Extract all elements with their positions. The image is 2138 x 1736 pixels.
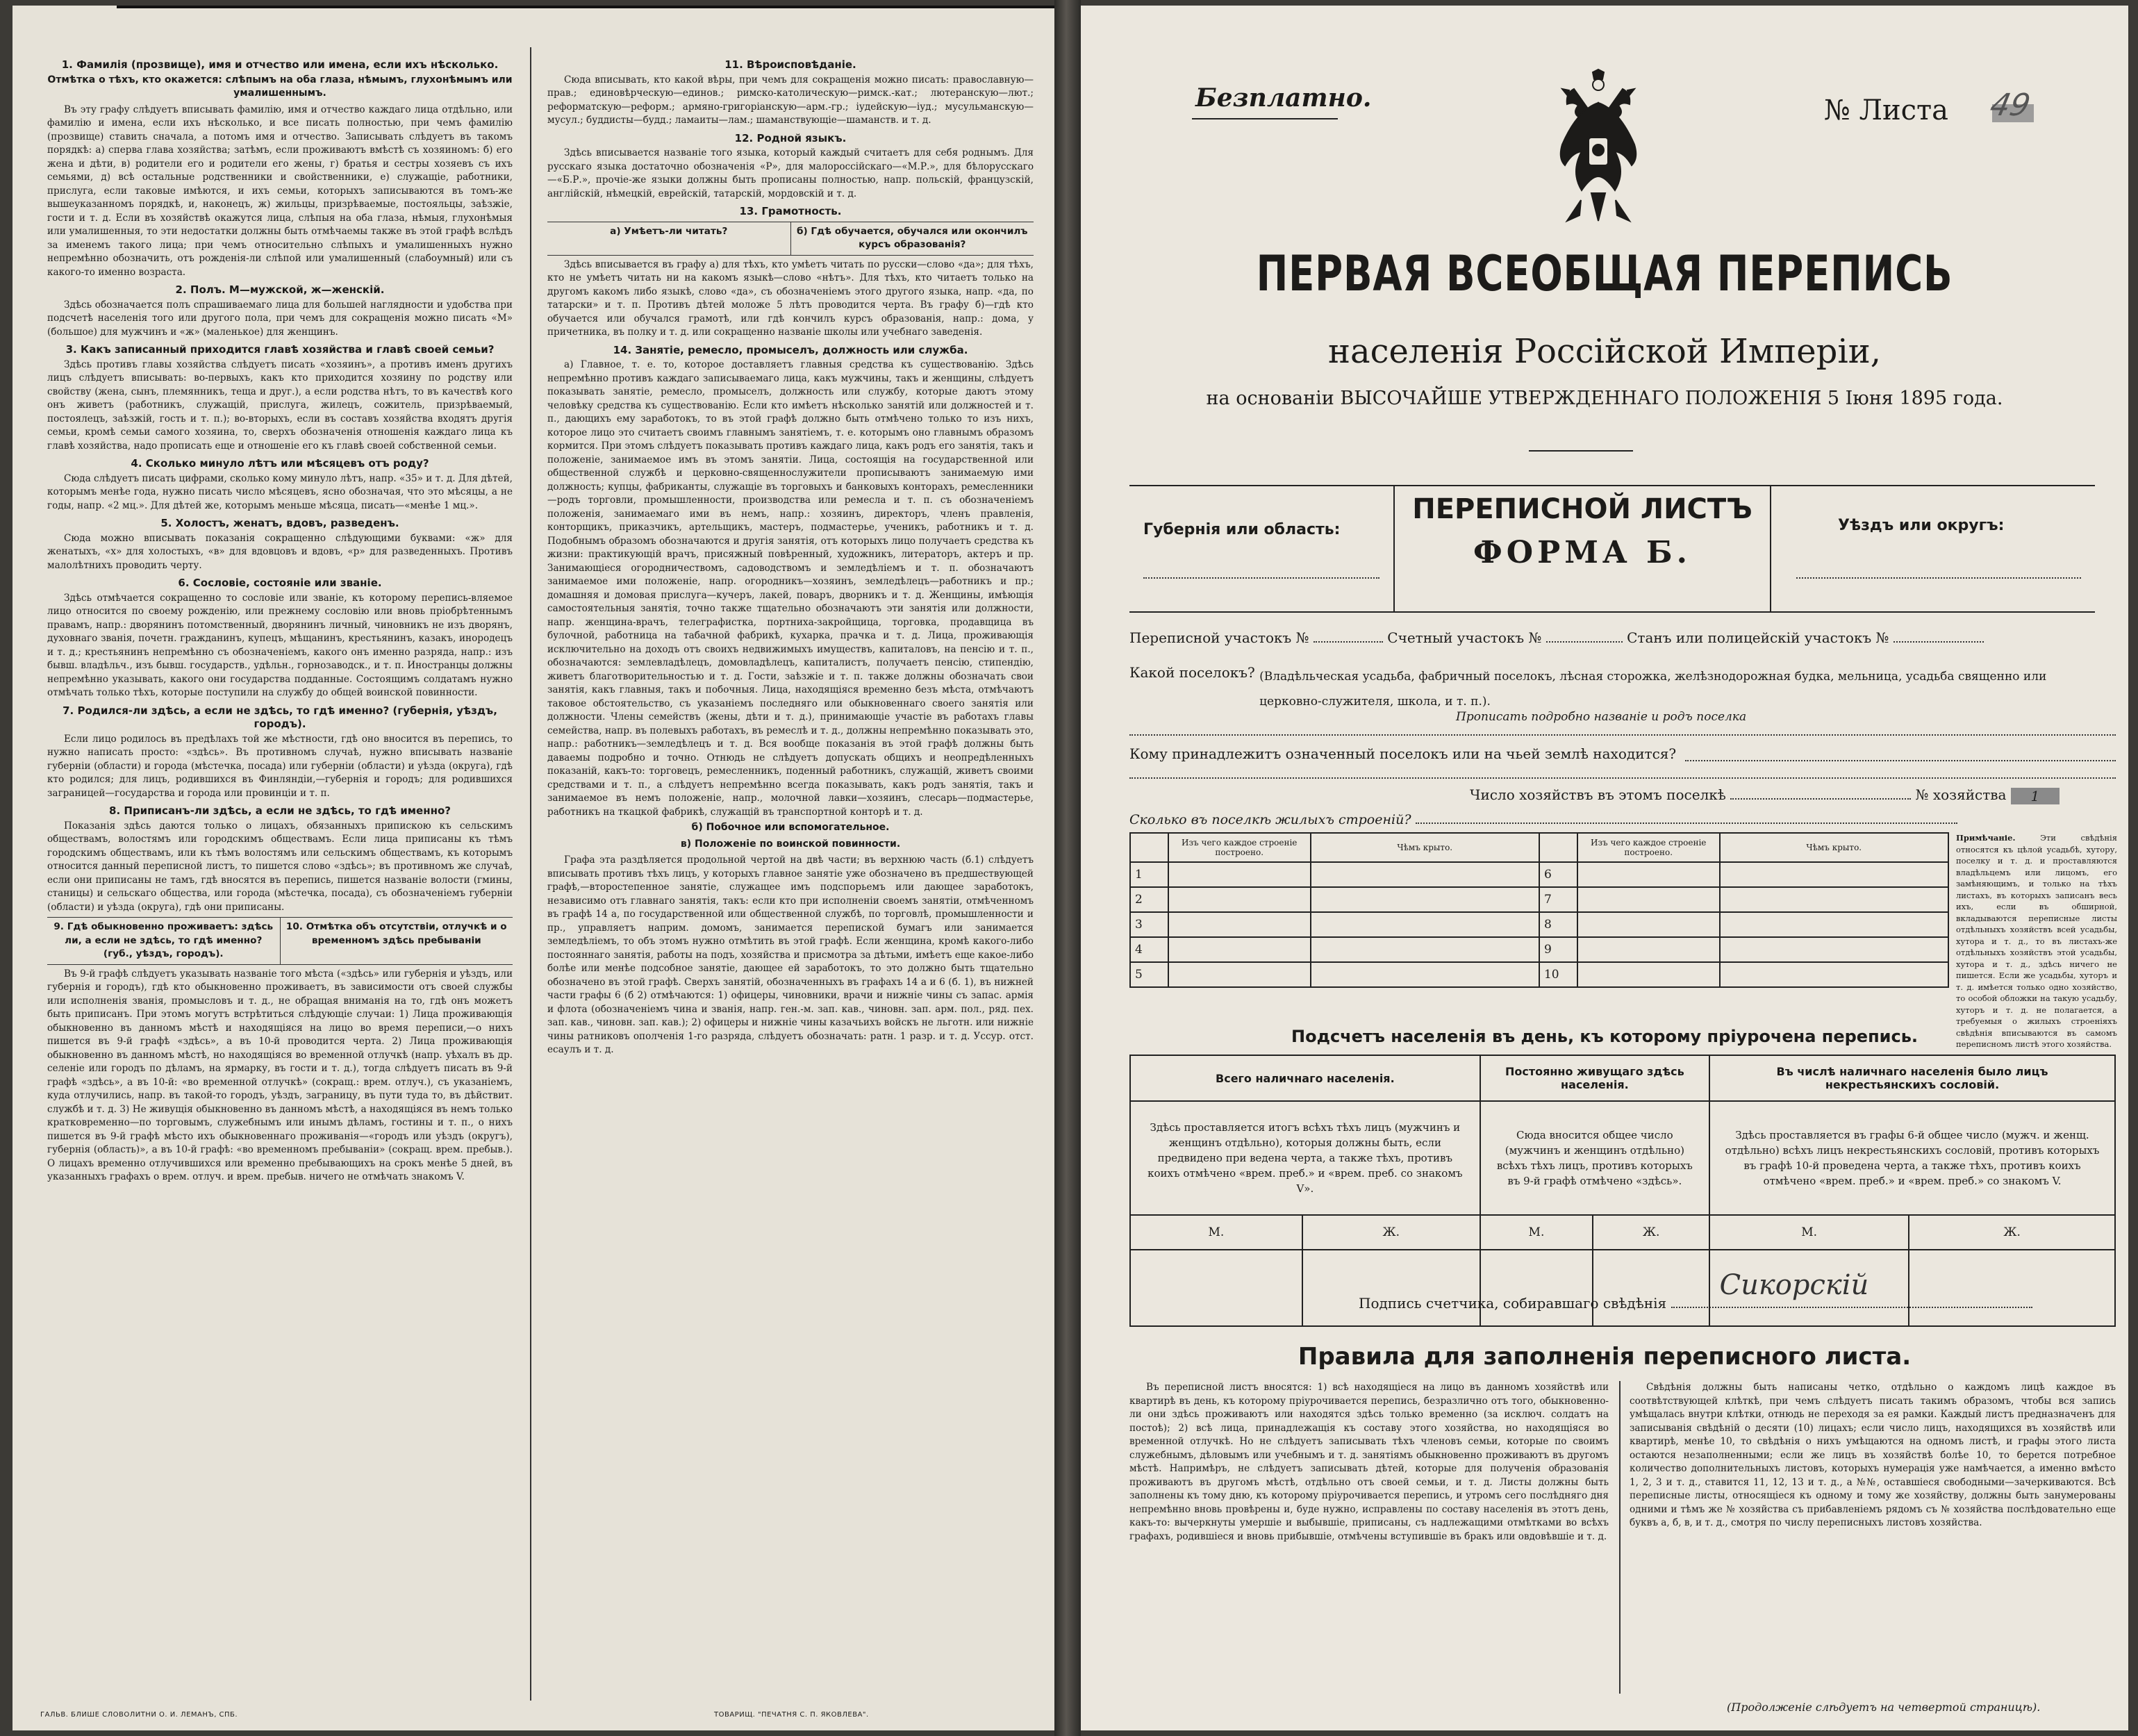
buildings-row [1129, 810, 1957, 827]
signature-label: Подпись счетчика, собиравшаго свѣдѣнія [1359, 1295, 1667, 1312]
population-col-desc: Здѣсь проставляется въ графы 6-й общее число (мужч. и женщ. отдѣльно) всѣхъ лицъ некрестьянскихъ сословій, противъ которыхъ въ графѣ 10-й проведена черта, а также тѣхъ, противъ коихъ отмѣчено «врем. преб.» и «врем. преб.» со знакомъ V. [1709, 1101, 2115, 1215]
population-col-header: Въ числѣ наличнаго населенія было лицъ некрестьянскихъ сословій. [1709, 1055, 2115, 1101]
section-subtitle: Отмѣтка о тѣхъ, кто окажется: слѣпымъ на оба глаза, нѣмымъ, глухонѣмымъ или умалишеннымъ. [47, 74, 513, 99]
female-count-cell[interactable] [1593, 1250, 1709, 1326]
section-title: 5. Холостъ, женатъ, вдовъ, разведенъ. [160, 517, 399, 529]
section-10-title: 10. Отмѣтка объ отсутствіи, отлучкѣ и о временномъ здѣсь пребываніи [285, 921, 507, 946]
female-label: Ж. [1909, 1215, 2115, 1250]
rules-title: Правила для заполненія переписного листа. [1298, 1343, 1912, 1371]
stan-label: Станъ или полицейскій участокъ № [1627, 629, 1889, 646]
note-label: Примѣчаніе. [1956, 833, 2016, 843]
row-number: 2 [1130, 887, 1168, 912]
households-count-label: Число хозяйствъ въ этомъ поселкѣ [1470, 786, 1726, 803]
section-14-text: а) Главное, т. е. то, которое доставляетъ главныя средства къ существованію. Здѣсь непремѣнно противъ каждаго записываемаго лица, какъ мужчины, такъ и женщины, слѣдуетъ показывать занятіе, ремесло, промыселъ, должность или службу, которые даютъ этому человѣку средства къ существованію. Если кто имѣетъ нѣсколько занятій или должностей и т. п., дающихъ ему заработокъ, то въ этой графѣ должно быть отмѣчено только то изъ нихъ, которое лицо это считаетъ своимъ главнымъ занятіемъ, т. е. которымъ оно главнымъ образомъ кормится. При этомъ слѣдуетъ показывать противъ каждаго лица, какъ родъ его занятія, такъ и положеніе, занимаемое имъ въ этомъ занятіи. Лица, состоящія на государственной или общественной службѣ и церковно-священнослужители прописываютъ занимаемую ими должность; купцы, фабриканты, служащіе въ торговыхъ и банковыхъ конторахъ, ремесленники—родъ торговли, промышленности, производства или ремесла и т. п. съ обозначеніемъ положенія, занимаемаго ими въ немъ, напр.: хозяинъ, директоръ, членъ правленія, конторщикъ, приказчикъ, артельщикъ, мастеръ, подмастерье, ученикъ, работникъ и т. д. Подобнымъ образомъ обозначаются и другія занятія, отъ которыхъ лицо получаетъ средства къ жизни: практикующій врачъ, присяжный повѣренный, художникъ, литераторъ, актеръ и пр. Занимающіеся огородничествомъ, садоводствомъ и земледѣліемъ и т. п. обозначаютъ занимаемое ими положеніе, напр. огородникъ—хозяинъ, земледѣлецъ—работникъ и пр.; домашняя и домовая прислуга—кучеръ, лакей, поваръ, дворникъ и т. д. Женщины, имѣющія самостоятельныя занятія, точно также тщательно обозначаютъ эти занятія или должности, напр. женщина-врачъ, телеграфистка, портниха-закройщица, торговка, продавщица въ булочной, работница на табачной фабрикѣ, кухарка, прачка и т. д. Лица, проживающія исключительно на доходъ отъ своихъ недвижимыхъ имуществъ, капиталовъ, на пенсію и т. п., обозначаются: землевладѣлецъ, домовладѣлецъ, капиталистъ, получаетъ пенсію, стипендію, живетъ благотворительностью и т. д. Гости, заѣзжіе и т. п. также должны обозначать свои занятія, какъ главныя, такъ и побочныя. Лица, находящіяся временно безъ мѣста, отмѣчаютъ таковое обстоятельство, съ указаніемъ последняго или обыкновеннаго своего занятія или должности. Члены семействъ (жены, дѣти и т. д.), принимающіе участіе въ работахъ главы семейства, напр. въ полевыхъ работахъ, въ ремеслѣ и т. д., должны непремѣнно показывать это, напр.: работникъ—земледѣлецъ и т. д. Вся вообще показанія въ этой графѣ должны быть даваемы подробно и точно. Отнюдь не слѣдуетъ допускать общихъ и неопредѣленныхъ показаній, какъ-то: торговецъ, ремесленникъ, поденный работникъ, служащій, живетъ своими средствами и т. п., а слѣдуетъ непремѣнно всегда показывать, какъ родъ занятія, такъ и занимаемое въ немъ положеніе, напр., молочной лавки—хозяинъ, слесарь—подмастерье, работникъ на ткацкой фабрикѣ, служащій въ транспортной конторѣ и т. д. [547, 359, 1034, 818]
row-number: 1 [1130, 862, 1168, 887]
buildings-field[interactable] [1416, 810, 1957, 824]
buildings-row [1130, 937, 1948, 962]
form-header-box [1129, 485, 2095, 613]
female-label: Ж. [1593, 1215, 1709, 1250]
page-subtitle: населенія Россійской Имперіи, [1328, 332, 1881, 371]
roof-cell[interactable] [1720, 937, 1948, 962]
literacy-heading [547, 222, 1034, 256]
census-form-page [1081, 6, 2128, 1730]
settlement-hint2-row [1456, 707, 1746, 724]
buildings-row [1130, 962, 1948, 987]
district-field[interactable] [1796, 577, 2081, 579]
female-count-cell[interactable] [1302, 1250, 1480, 1326]
section-text: Здѣсь отмѣчается сокращенно то сословіе или званіе, къ которому перепись-вляемое лицо относится по своему рожденію, или прежнему сословію или вновь пріобрѣтеннымъ правамъ, напр.: дворянинъ потомственный, дворянинъ личный, чиновникъ не изъ дворянъ, духовнаго званія, почетн. гражданинъ, купецъ, мѣщанинъ, крестьянинъ, казакъ, инородецъ и т. д.; крестьянинъ непремѣнно съ обозначеніемъ, какого онъ именно разряда, напр.: изъ бывш. владѣльч., изъ бывш. государств., удѣльн., горнозаводск., и т. п. Иностранцы должны непремѣнно указывать, какого они государства подданные. Состоящимъ солдатамъ нужно отмѣчать только тѣхъ, которые поступили на службу до общей воинской повинности. [47, 592, 513, 698]
male-count-cell[interactable] [1130, 1250, 1302, 1326]
printer-imprint-mid: ТОВАРИЩ. "ПЕЧАТНЯ С. П. ЯКОВЛЕВА". [714, 1711, 869, 1719]
buildings-table [1129, 832, 1949, 988]
free-label-underline [1192, 118, 1338, 119]
material-cell[interactable] [1168, 937, 1311, 962]
section-text: Сюда вписывать, кто какой вѣры, при чемъ для сокращенія можно писать: православную—прав.; единовѣрческую—единов.; римско-католическую—римск.-кат.; лютеранскую—лют.; реформатскую—реформ.; армяно-григоріанскую—арм.-гр.; іудейскую—іуд.; мусульманскую—мусул.; буддисты—будд.; ламаиты—лам.; шаманствующіе—шаманств. и т. д. [547, 74, 1034, 126]
province-field[interactable] [1143, 577, 1379, 579]
section-title: 2. Полъ. М—мужской, ж—женскій. [175, 283, 385, 296]
material-cell[interactable] [1577, 912, 1720, 937]
district-label: Уѣздъ или округъ: [1838, 517, 2005, 534]
section-9-title: 9. Гдѣ обыкновенно проживаетъ: здѣсь ли, а если не здѣсь, то гдѣ именно? (губ., уѣздъ, городъ). [47, 918, 281, 964]
buildings-note [1956, 832, 2117, 1050]
top-rule [117, 6, 1054, 8]
title-divider [1529, 450, 1633, 452]
census-area-label: Переписной участокъ № [1129, 629, 1309, 646]
printer-imprint-left: ГАЛЬВ. БЛИШЕ СЛОВОЛИТНИ О. И. ЛЕМАНЪ, СПБ. [40, 1711, 238, 1719]
female-count-cell[interactable] [1909, 1250, 2115, 1326]
section-title: 3. Какъ записанный приходится главѣ хозяйства и главѣ своей семьи? [65, 343, 495, 356]
section-text: Сюда можно вписывать показанія сокращенно слѣдующими буквами: «ж» для женатыхъ, «х» для холостыхъ, «в» для вдовцовъ и вдовъ, «р» для разведенныхъ. Противъ малолѣтнихъ проводить черту. [47, 532, 513, 571]
literacy-text: Здѣсь вписывается въ графу а) для тѣхъ, кто умѣетъ читать по русски—слово «да»; для тѣхъ, кто не умѣетъ читать ни на какомъ языкѣ—слово «нѣтъ». Для тѣхъ, кто читаетъ только на другомъ какомъ либо языкѣ, слово «да», съ обозначеніемъ этого другого языка, напр. «да, по татарски» и т. п. Противъ дѣтей моложе 5 лѣтъ проводится черта. Въ графу б)—гдѣ кто обучается или обучался грамотѣ, или гдѣ кончилъ курсъ образованія, напр.: дома, у причетника, въ полку и т. д. или сокращенно названіе школы или учебнаго заведенія. [547, 258, 1034, 338]
households-count-field[interactable] [1730, 786, 1911, 800]
continued-note: (Продолженіе слѣдуетъ на четвертой страницѣ). [1727, 1701, 2041, 1714]
section-title: 12. Родной языкъ. [734, 131, 847, 144]
material-cell[interactable] [1168, 862, 1311, 887]
male-label: М. [1709, 1215, 1909, 1250]
household-no-value[interactable]: 1 [2011, 788, 2060, 804]
roof-cell[interactable] [1311, 887, 1539, 912]
page-title: ПЕРВАЯ ВСЕОБЩАЯ ПЕРЕПИСЬ [1256, 245, 1953, 302]
section-text: Сюда слѣдуетъ писать цифрами, сколько кому минуло лѣтъ, напр. «35» и т. д. Для дѣтей, которымъ менѣе года, нужно писать число мѣсяцевъ, ясно обозначая, что это мѣсяцы, а не годы, напр. «2 мц.». Для дѣтей же, которымъ меньше мѣсяца, писать—«менѣе 1 мц.». [47, 472, 513, 511]
section-title: 4. Сколько минуло лѣтъ или мѣсяцевъ отъ роду? [131, 457, 429, 470]
bld-material-header-2: Изъ чего каждое строеніе построено. [1577, 833, 1720, 862]
section-text: Показанія здѣсь даются только о лицахъ, обязанныхъ припискою къ сельскимъ обществамъ, волостямъ или городскимъ обществамъ. Если лица приписаны къ тѣмъ городскимъ обществамъ, или къ тѣмъ волостямъ или сельскимъ обществамъ, къ которымъ относится данный переписной листъ, то пишется слово «здѣсь»; въ противномъ же случаѣ, если они приписаны не тамъ, гдѣ вносятся въ перепись, пишется названіе волости (гмины, станицы) и сельскаго общества, или города (мѣстечка, посада), съ обозначеніемъ губерніи (области) и уѣзда (округа), гдѣ они приписаны. [47, 820, 513, 913]
row-number: 3 [1130, 912, 1168, 937]
household-no-label: № хозяйства [1915, 786, 2007, 803]
signature-row [1359, 1269, 2032, 1312]
literacy-a-title: а) Умѣетъ-ли читать? [547, 222, 791, 255]
section-14-tail: Графа эта раздѣляется продольной чертой на двѣ части; въ верхнюю часть (б.1) слѣдуетъ вписывать противъ тѣхъ лицъ, у которыхъ главное занятіе уже обозначено въ предшествующей графѣ,—второстепенное занятіе, служащее имъ подспорьемъ или дающее заработокъ, независимо отъ главнаго занятія, такъ: если кто при исполненіи своемъ занятіи, отмѣченномъ въ графѣ 14 а, по государственной или общественной службѣ, по торговлѣ, промышленности и пр., управляетъ наприм. домомъ, занимается перепиской бумагъ или занимается земледѣліемъ, то объ этомъ нужно отмѣтить въ этой графѣ. Если женщина, кромѣ какого-либо постояннаго занятія, работы на подъ, хозяйства и присмотра за дѣтьми, имѣетъ еще какое-либо болѣе или менѣе подсобное занятіе, дающее ей заработокъ, то это должно быть тщательно обозначено въ этой графѣ. Сверхъ занятій, обозначенныхъ въ графахъ 14 а и 6 (б. 1), въ нижней части графы 6 (б 2) отмѣчаются: 1) офицеры, чиновники, врачи и нижніе чины съ запас. армія и флота (обозначеніемъ чина и званія, напр. ген.-м. зап. кав., чиновн. зап. арм. пол., ряд. пех. зап. кав., чиновн. зап. кав.); 2) офицеры и нижніе чины казачьихъ войскъ не льготн. или нижніе чины ратниковъ ополченія 1-го разряда, слѣдуетъ обозначать: ратн. 1 разр. и т. д. Уссур. отст. есаулъ и т. д. [547, 854, 1034, 1055]
form-variant: ФОРМА Б. [1473, 535, 1691, 570]
settlement-field[interactable] [1129, 734, 2116, 736]
roof-cell[interactable] [1311, 912, 1539, 937]
population-col-header: Всего наличнаго населенія. [1130, 1055, 1480, 1101]
roof-cell[interactable] [1720, 962, 1948, 987]
signature-value: Сикорскій [1719, 1269, 1869, 1301]
rules-text-left: Въ переписной листъ вносятся: 1) всѣ находящіеся на лицо въ данномъ хозяйствѣ или квартирѣ въ день, къ которому пріурочивается перепись, безразлично отъ того, обыкновенно-ли они здѣсь проживаютъ или находятся здѣсь только временно (за исключ. солдатъ на постоѣ); 2) всѣ лица, принадлежащія къ составу этого хозяйства, но находящіяся во временной отлучкѣ. Но не слѣдуетъ записывать тѣхъ членовъ семьи, которые по своимъ служебнымъ, дѣловымъ или учебнымъ и т. д. занятіямъ обыкновенно проживаютъ въ другомъ мѣстѣ. Напримѣръ, не слѣдуетъ записывать дѣтей, которые для полученія образованія проживаютъ въ другомъ мѣстѣ, отдѣльно отъ своей семьи, и т. д. Листы должны быть заполнены къ тому дню, къ которому пріурочивается перепись, и утромъ сего послѣдняго дня непремѣнно вновь провѣрены и, буде нужно, исправлены по составу населенія въ этотъ день, какъ-то: вычеркнуты умершіе и выбывшіе, приписаны, съ надлежащими отмѣтками во всѣхъ графахъ, родившіеся и вновь прибывшіе, отмѣчены вступившіе въ бракъ или овдовѣвшіе и т. д. [1129, 1382, 1609, 1542]
note-text: Эти свѣдѣнія относятся къ цѣлой усадьбѣ, хутору, поселку и т. д. и проставляются владѣльцемъ или лицомъ, его замѣняющимъ, и только на тѣхъ листахъ, въ которыхъ записанъ весь ихъ, если въ обширной, вкладываются переписные листы отдѣльныхъ хозяйствъ всей усадьбы, хутора и т. д., то въ листахъ-же отдѣльныхъ хозяйствъ этой усадьбы, хутора и т. д., здѣсь ничего не пишется. Если же усадьбы, хуторъ и т. д. имѣется только одно хозяйство, то особой обложки на такую усадьбу, хуторъ и т. д. не полагается, а требуемыя о жилыхъ строеніяхъ свѣдѣнія вписываются въ самомъ переписномъ листѣ этого хозяйства. [1956, 833, 2117, 1049]
roof-cell[interactable] [1311, 962, 1539, 987]
row-number: 4 [1130, 937, 1168, 962]
section-text: Въ эту графу слѣдуетъ вписывать фамилію, имя и отчество каждаго лица отдѣльно, или фамилію и имена, если ихъ нѣсколько, и все писать полностью, при чемъ фамилію (прозвище) ставить сначала, а потомъ имя и отчество. Записывать слѣдуетъ въ такомъ порядкѣ: а) сперва глава хозяйства; затѣмъ, если проживаютъ вмѣстѣ съ хозяиномъ: б) его жена и дѣти, в) родители его и родители его жены, г) братья и сестры хозяевъ съ ихъ семьями, д) всѣ остальные родственники и свойственники, е) служащіе, работники, прислуга, если таковые имѣются, и ихъ семьи, которыхъ записываются въ томъ-же вышеуказанномъ порядкѣ, и, наконецъ, ж) жильцы, призрѣваемые, постояльцы, заѣзжіе, гости и т. д. Если въ хозяйствѣ окажутся лица, слѣпыя на оба глаза, нѣмыя, глухонѣмыя или умалишенныя, то эти недостатки должны быть отмѣчаемы также въ этой графѣ вслѣдъ за именемъ такого лица; при чемъ относительно слѣпыхъ и умалишенныхъ нужно непремѣнно обозначить, отъ рожденія-ли слѣпой или умалишенный (слабоумный) или съ какого-то именно возраста. [47, 104, 513, 278]
population-col-desc: Здѣсь проставляется итогъ всѣхъ тѣхъ лицъ (мужчинъ и женщинъ отдѣльно), которыя должны быть, если предвидено при ведена черта, а также тѣхъ, противъ коихъ отмѣчено «врем. преб.» и «врем. преб. со знакомъ V». [1130, 1101, 1480, 1215]
area-fields-row [1129, 629, 1984, 646]
instructions-column-left [47, 54, 513, 1187]
bld-material-header: Изъ чего каждое строеніе построено. [1168, 833, 1311, 862]
material-cell[interactable] [1168, 887, 1311, 912]
buildings-question: Сколько въ поселкѣ жилыхъ строеній? [1129, 812, 1411, 827]
province-label: Губернія или область: [1143, 521, 1341, 538]
instructions-column-right [547, 54, 1034, 1059]
column-divider [530, 47, 531, 1701]
owner-question: Кому принадлежитъ означенный поселокъ или на чьей землѣ находится? [1129, 745, 1677, 762]
material-cell[interactable] [1577, 962, 1720, 987]
roof-cell[interactable] [1720, 912, 1948, 937]
buildings-row [1130, 862, 1948, 887]
row-number: 6 [1539, 862, 1577, 887]
section-title: 1. Фамилія (прозвище), имя и отчество или имена, если ихъ нѣсколько. [61, 58, 499, 71]
population-count-table [1129, 1055, 2116, 1327]
population-col-desc: Сюда вносится общее число (мужчинъ и женщинъ отдѣльно) всѣхъ тѣхъ лицъ, противъ которыхъ въ 9-й графѣ отмѣчено «здѣсь». [1480, 1101, 1709, 1215]
material-cell[interactable] [1577, 887, 1720, 912]
page-legal-basis: на основаніи ВЫСОЧАЙШЕ УТВЕРЖДЕННАГО ПОЛОЖЕНІЯ 5 Іюня 1895 года. [1206, 388, 2003, 409]
roof-cell[interactable] [1311, 862, 1539, 887]
section-text: Здѣсь вписывается названіе того языка, который каждый считаетъ для себя роднымъ. Для русскаго языка достаточно обозначенія «Р», для малороссійскаго—«М.Р.», для бѣлорусскаго—«Б.Р.», прочіе-же языки должны быть прописаны полностью, напр. польскій, французскій, англійскій, нѣмецкій, еврейскій, татарскій, мордовскій и т. д. [547, 147, 1034, 199]
female-label: Ж. [1302, 1215, 1480, 1250]
section-14-v: в) Положеніе по воинской повинности. [680, 838, 901, 850]
section-title: 11. Вѣроисповѣданіе. [724, 58, 856, 71]
instructions-page [13, 6, 1054, 1730]
material-cell[interactable] [1577, 862, 1720, 887]
material-cell[interactable] [1168, 912, 1311, 937]
male-label: М. [1130, 1215, 1302, 1250]
counting-area-field[interactable] [1546, 629, 1623, 643]
bld-roof-header-2: Чѣмъ крыто. [1720, 833, 1948, 862]
row-number: 8 [1539, 912, 1577, 937]
material-cell[interactable] [1577, 937, 1720, 962]
free-label: Безплатно. [1195, 83, 1372, 113]
settlement-question: Какой поселокъ? [1129, 664, 1255, 681]
sheet-number-label: № Листа [1824, 94, 1948, 126]
section-text: Если лицо родилось въ предѣлахъ той же мѣстности, гдѣ оно вносится въ перепись, то нужно написать просто: «здѣсь». Въ противномъ случаѣ, нужно вписывать названіе губерніи (области) и города (мѣстечка, посада) или губерніи (области) и уѣзда (округа), гдѣ кто родился; для лицъ, родившихся въ Финляндіи,—губернія и городъ; для родившихся заграницей—государства и города или провинціи и т. п. [47, 733, 513, 799]
sections-9-10-heading [47, 917, 513, 965]
material-cell[interactable] [1168, 962, 1311, 987]
section-title: 8. Приписанъ-ли здѣсь, а если не здѣсь, то гдѣ именно? [109, 804, 451, 817]
population-col-header: Постоянно живущаго здѣсь населенія. [1480, 1055, 1709, 1101]
form-title: ПЕРЕПИСНОЙ ЛИСТЪ [1412, 493, 1752, 525]
owner-field-b[interactable] [1129, 777, 2116, 779]
counting-area-label: Счетный участокъ № [1387, 629, 1542, 646]
signature-field[interactable] [1671, 1269, 2032, 1308]
literacy-b-title: б) Гдѣ обучается, обучался или окончилъ курсъ образованія? [796, 225, 1028, 250]
settlement-hint2: Прописать подробно названіе и родъ поселка [1456, 710, 1747, 724]
rules-divider [1619, 1381, 1621, 1694]
male-label: М. [1480, 1215, 1593, 1250]
section-title: 13. Грамотность. [739, 205, 842, 217]
settlement-hint: (Владѣльческая усадьба, фабричный поселокъ, лѣсная сторожка, желѣзнодорожная будка, мельница, усадьба священно или церковно-служителя, школа, и т. п.). [1259, 670, 2047, 709]
section-text: Здѣсь противъ главы хозяйства слѣдуетъ писать «хозяинъ», а противъ именъ другихъ лицъ слѣдуетъ вписывать: во-первыхъ, какъ кто приходится хозяину по родству или свойству (жена, сынъ, племянникъ, теща и друг.), а если родства нѣтъ, то въ качествѣ кого онъ живетъ (работникъ, служащій, прислуга, жилецъ, сожитель, призрѣваемый, постоялецъ, заѣзжій, гость и т. п.); во-вторыхъ, если въ составъ хозяйства входятъ другія семьи, кромѣ семьи самого хозяина, то, сверхъ обозначенія отношенія каждаго лица къ главѣ хозяйства, надо прописать еще и отношеніе его къ главѣ своей собственной семьи. [47, 358, 513, 452]
male-count-cell[interactable] [1480, 1250, 1593, 1326]
book-gutter [1054, 0, 1081, 1736]
row-number: 10 [1539, 962, 1577, 987]
roof-cell[interactable] [1311, 937, 1539, 962]
roof-cell[interactable] [1720, 862, 1948, 887]
row-number: 7 [1539, 887, 1577, 912]
sections-9-10-text: Въ 9-й графѣ слѣдуетъ указывать названіе того мѣста («здѣсь» или губернія и уѣздъ, или губернія и городъ), гдѣ кто обыкновенно проживаетъ, въ зависимости отъ своей службы или исполненія званія, промысловъ и т. д., не обращая вниманія на то, гдѣ онъ можетъ быть приписанъ. При этомъ могутъ встрѣтиться слѣдующіе случаи: 1) Лица проживающія обыкновенно въ данномъ мѣстѣ и находящіяся на лицо во время переписи,—о нихъ пишется въ 9-й графѣ «здѣсь», а въ 10-й проводится черта. 2) Лица проживающія обыкновенно въ данномъ мѣстѣ, но находящіяся во временной отлучкѣ (напр. уѣхалъ въ др. селеніе или городъ по дѣламъ, на ярмарку, въ гости и т. д.), тогда слѣдуетъ писать въ 9-й графѣ «здѣсь», а въ 10-й: «во временной отлучкѣ» (сокращ.: врем. отлуч.), съ указаніемъ, куда отлучились, напр. въ такой-то городъ, уѣздъ, заграницу, въ пути туда то, въ дѣйствит. службѣ и т. д. 3) Не живущія обыкновенно въ данномъ мѣстѣ, а находящіяся въ немъ только кратковременно—по торговымъ, служебнымъ или инымъ дѣламъ, гостины и т. п., о нихъ пишется въ 9-й графѣ мѣсто ихъ обыкновеннаго проживанія—«городъ или уѣздъ (округъ), губернія (область)», а въ 10-й графѣ: «во временномъ пребываніи» (сокращ. врем. пребыв.). О лицахъ временно отлучившихся или временно пребывающихъ на срокъ менѣе 5 дней, въ указанныхъ графахъ о врем. отлуч. и врем. пребыв. ничего не отмѣчать знакомъ V. [47, 968, 513, 1182]
buildings-row [1130, 912, 1948, 937]
section-14-title: 14. Занятіе, ремесло, промыселъ, должность или служба. [613, 343, 968, 356]
section-title: 6. Сословіе, состояніе или званіе. [178, 577, 382, 589]
section-text: Здѣсь обозначается полъ спрашиваемаго лица для большей наглядности и удобства при подсчетѣ населенія того или другого пола, при чемъ для сокращенія можно писать «М» (большое) для мужчинъ и «ж» (маленькое) для женщинъ. [47, 299, 513, 338]
row-number: 9 [1539, 937, 1577, 962]
row-number: 5 [1130, 962, 1168, 987]
owner-row [1129, 745, 1676, 762]
section-14-b: б) Побочное или вспомогательное. [691, 822, 890, 833]
buildings-row [1130, 887, 1948, 912]
rules-text-right: Свѣдѣнія должны быть написаны четко, отдѣльно о каждомъ лицѣ каждое въ соотвѣтствующей клѣткѣ, при чемъ слѣдуетъ писать такимъ образомъ, чтобы вся запись умѣщалась внутри клѣтки, отнюдь не переходя за ея рамки. Каждый листъ предназначенъ для записыванія свѣдѣній о десяти (10) лицахъ; если число лицъ, находящихся въ хозяйствѣ или квартирѣ, менѣе 10, то свѣдѣнія о нихъ умѣщаются на одномъ листѣ, и графы этого листа остаются незаполненными; если же лицъ въ хозяйствѣ болѣе 10, то берется потребное количество дополнительныхъ листовъ, которыхъ нумерація уже намѣчается, а именно вмѣсто 1, 2, 3 и т. д., ставится 11, 12, 13 и т. д., а №№, оставшіеся свободными—зачеркиваются. Всѣ переписные листы, относящіеся къ одному и тому же хозяйству, должны быть занумерованы одними и тѣмъ же № хозяйства съ прибавленіемъ рядомъ съ № хозяйства послѣдовательно еще буквъ а, б, в, и т. д., смотря по числу переписныхъ листовъ хозяйства. [1630, 1382, 2116, 1528]
bld-roof-header: Чѣмъ крыто. [1311, 833, 1539, 862]
owner-field-a[interactable] [1685, 759, 2116, 761]
census-area-field[interactable] [1314, 629, 1383, 643]
population-count-title: Подсчетъ населенія въ день, къ которому пріурочена перепись. [1291, 1027, 1918, 1046]
double-headed-eagle-icon [1543, 68, 1654, 235]
sheet-number-value[interactable]: 49 [1987, 88, 2034, 123]
form-title-box [1393, 486, 1771, 611]
section-title: 7. Родился-ли здѣсь, а если не здѣсь, то гдѣ именно? (губернія, уѣздъ, городъ). [63, 704, 497, 730]
roof-cell[interactable] [1720, 887, 1948, 912]
stan-field[interactable] [1893, 629, 1984, 643]
households-row [1470, 786, 2060, 804]
